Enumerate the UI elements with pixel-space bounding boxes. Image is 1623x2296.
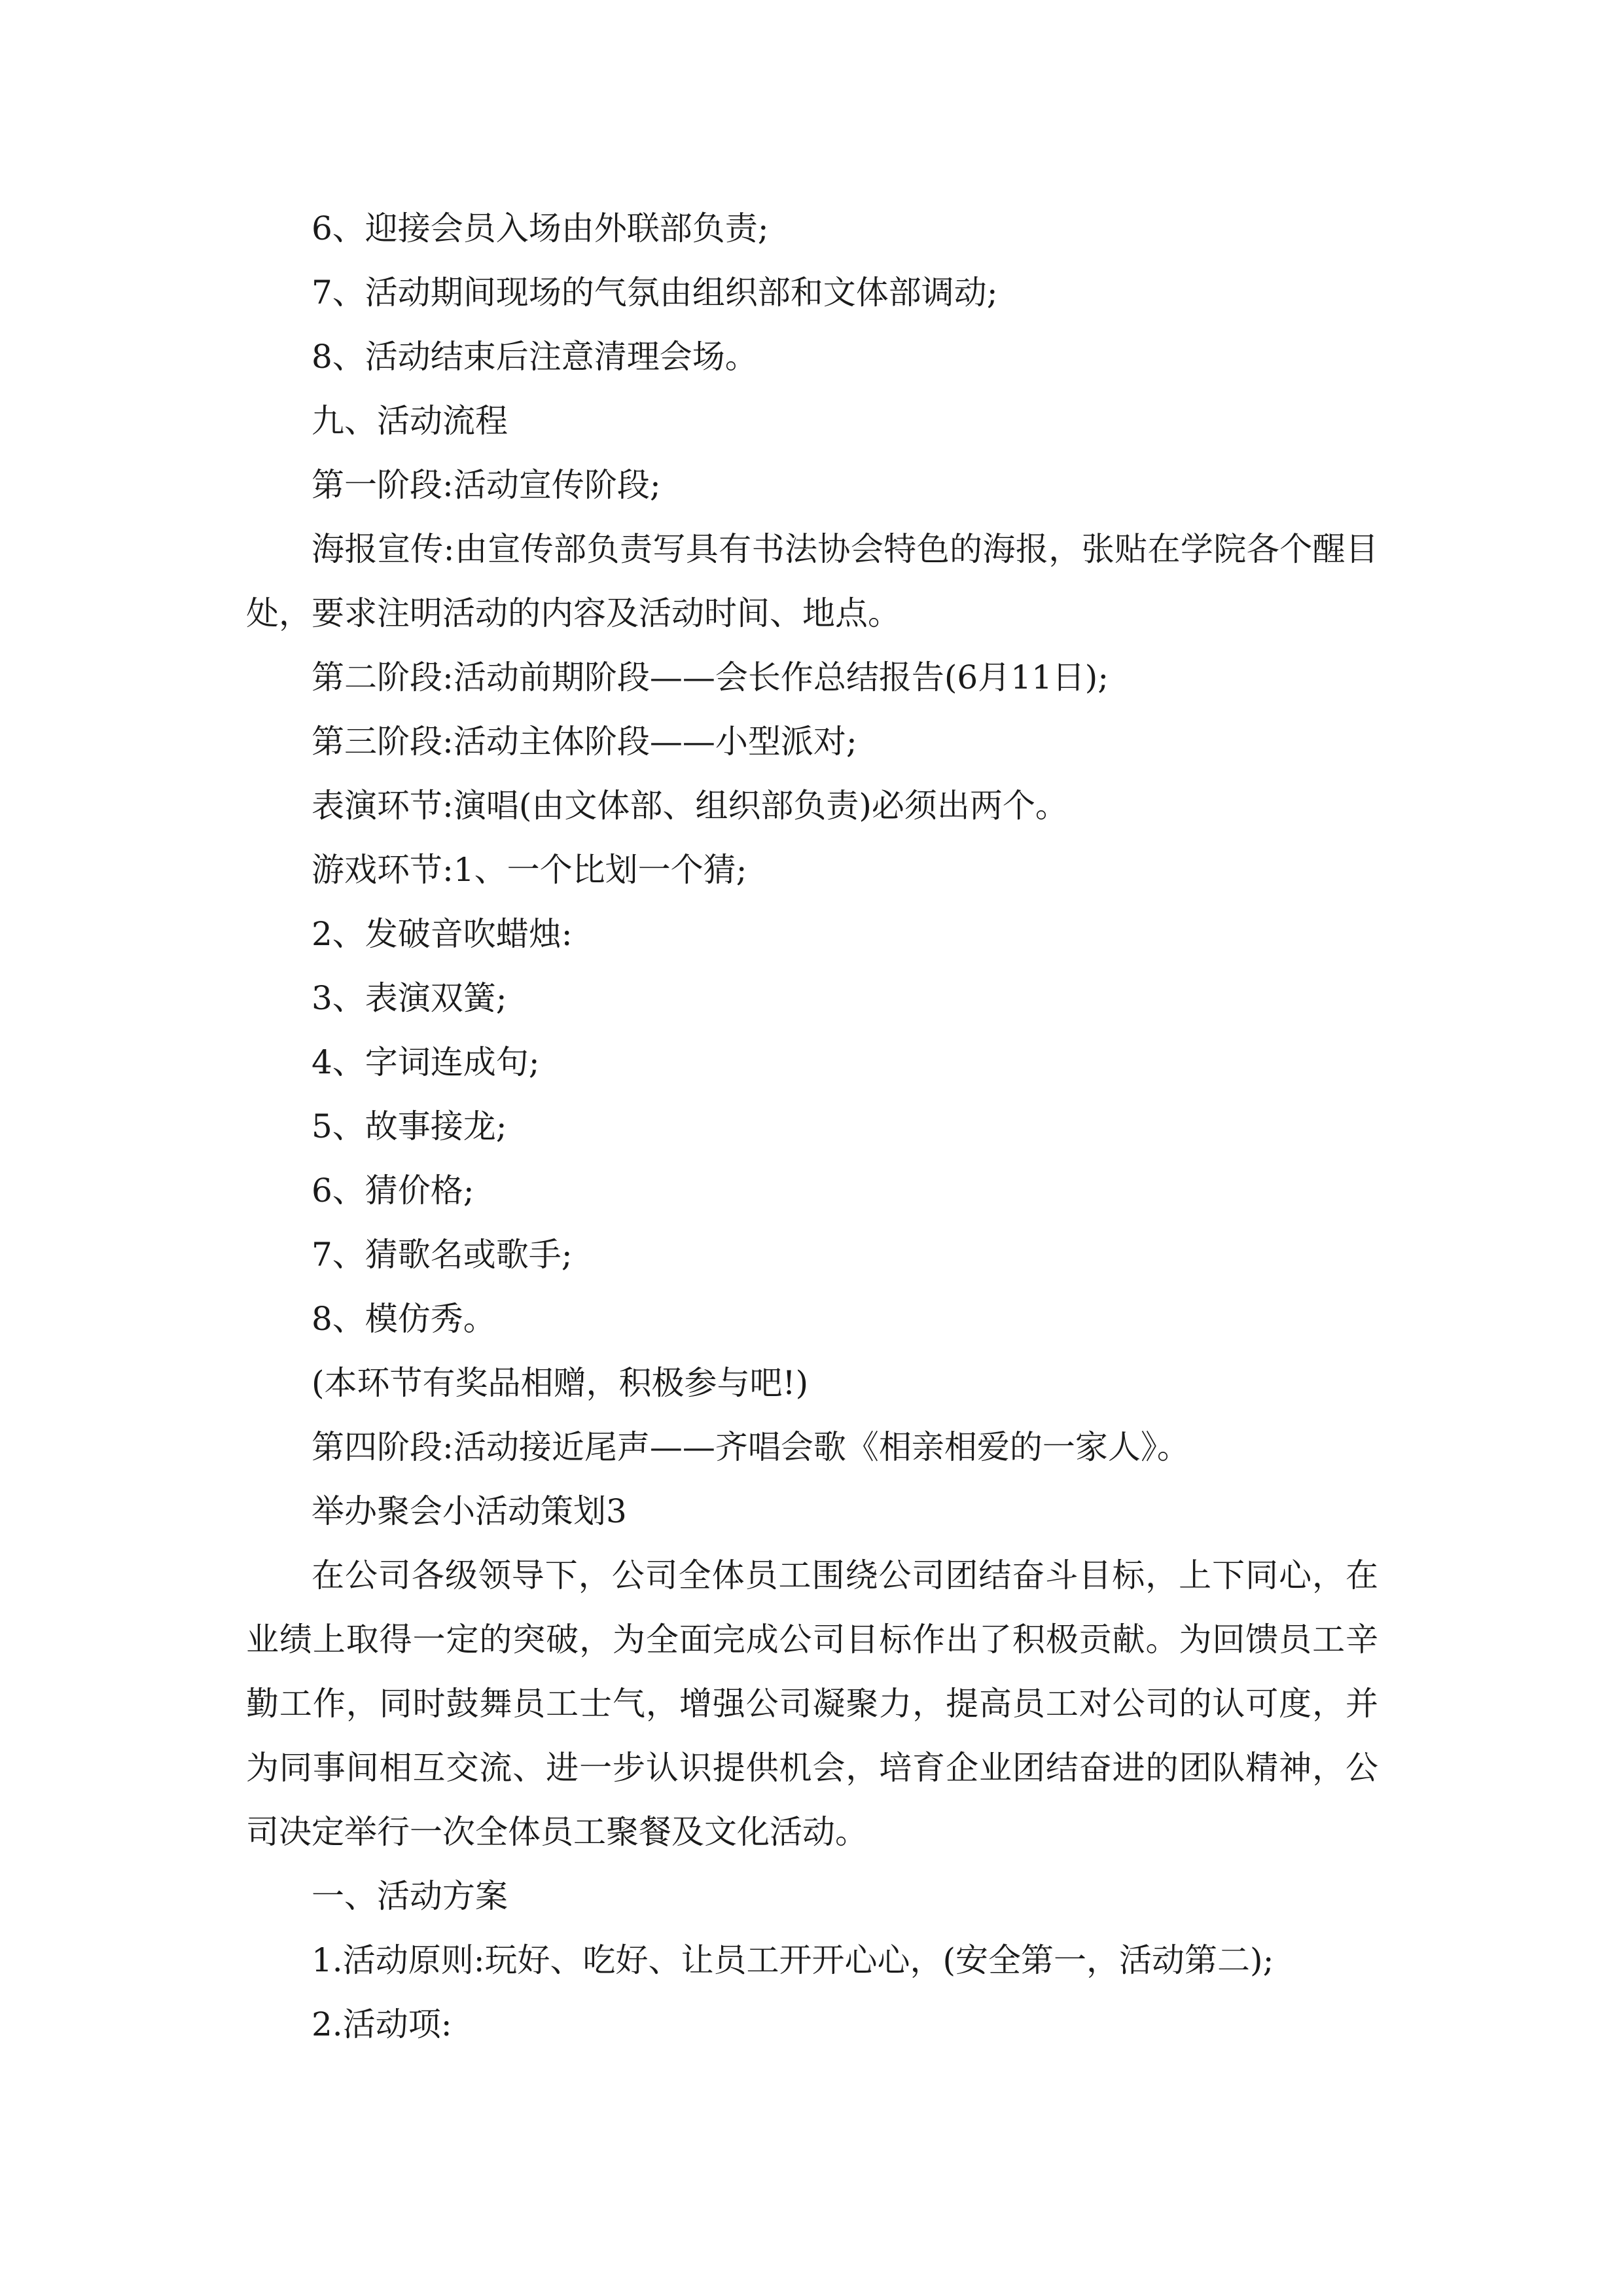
paragraph: 6、迎接会员入场由外联部负责;: [312, 209, 769, 247]
section-heading: 九、活动流程: [312, 402, 508, 440]
paragraph: 游戏环节:1、一个比划一个猜;: [312, 851, 747, 889]
paragraph: 第四阶段:活动接近尾声——齐唱会歌《相亲相爱的一家人》。: [312, 1428, 1190, 1466]
list-item: 5、故事接龙;: [312, 1107, 507, 1145]
paragraph: 第二阶段:活动前期阶段——会长作总结报告(6月11日);: [312, 658, 1109, 696]
list-item: 6、猜价格;: [312, 1172, 474, 1210]
list-item: 4、字词连成句;: [312, 1043, 540, 1081]
paragraph: 第一阶段:活动宣传阶段;: [312, 466, 661, 504]
paragraph: (本环节有奖品相赠，积极参与吧!): [312, 1364, 809, 1402]
paragraph: 表演环节:演唱(由文体部、组织部负责)必须出两个。: [312, 787, 1068, 825]
paragraph: 8、活动结束后注意清理会场。: [312, 338, 758, 376]
paragraph: 2.活动项:: [312, 2005, 452, 2043]
paragraph: 海报宣传:由宣传部负责写具有书法协会特色的海报，张贴在学院各个醒目处，要求注明活动的内容及活动时间、地点。: [246, 530, 1378, 632]
paragraph: 1.活动原则:玩好、吃好、让员工开开心心，(安全第一，活动第二);: [312, 1941, 1274, 1979]
document-body: [246, 196, 1378, 2056]
list-item: 8、模仿秀。: [312, 1300, 496, 1338]
paragraph: 第三阶段:活动主体阶段——小型派对;: [312, 723, 857, 761]
paragraph: 在公司各级领导下，公司全体员工围绕公司团结奋斗目标，上下同心，在业绩上取得一定的突破，为全面完成公司目标作出了积极贡献。为回馈员工辛勤工作，同时鼓舞员工士气，增强公司凝聚力，提高员工对公司的认可度，并为同事间相互交流、进一步认识提供机会，培育企业团结奋进的团队精神，公司决定举行一次全体员工聚餐及文化活动。: [246, 1556, 1378, 1851]
list-item: 7、猜歌名或歌手;: [312, 1236, 573, 1274]
list-item: 3、表演双簧;: [312, 979, 507, 1017]
list-item: 2、发破音吹蜡烛:: [312, 915, 573, 953]
paragraph: 7、活动期间现场的气氛由组织部和文体部调动;: [312, 274, 998, 312]
section-title: 举办聚会小活动策划3: [312, 1492, 627, 1530]
section-heading: 一、活动方案: [312, 1877, 508, 1915]
